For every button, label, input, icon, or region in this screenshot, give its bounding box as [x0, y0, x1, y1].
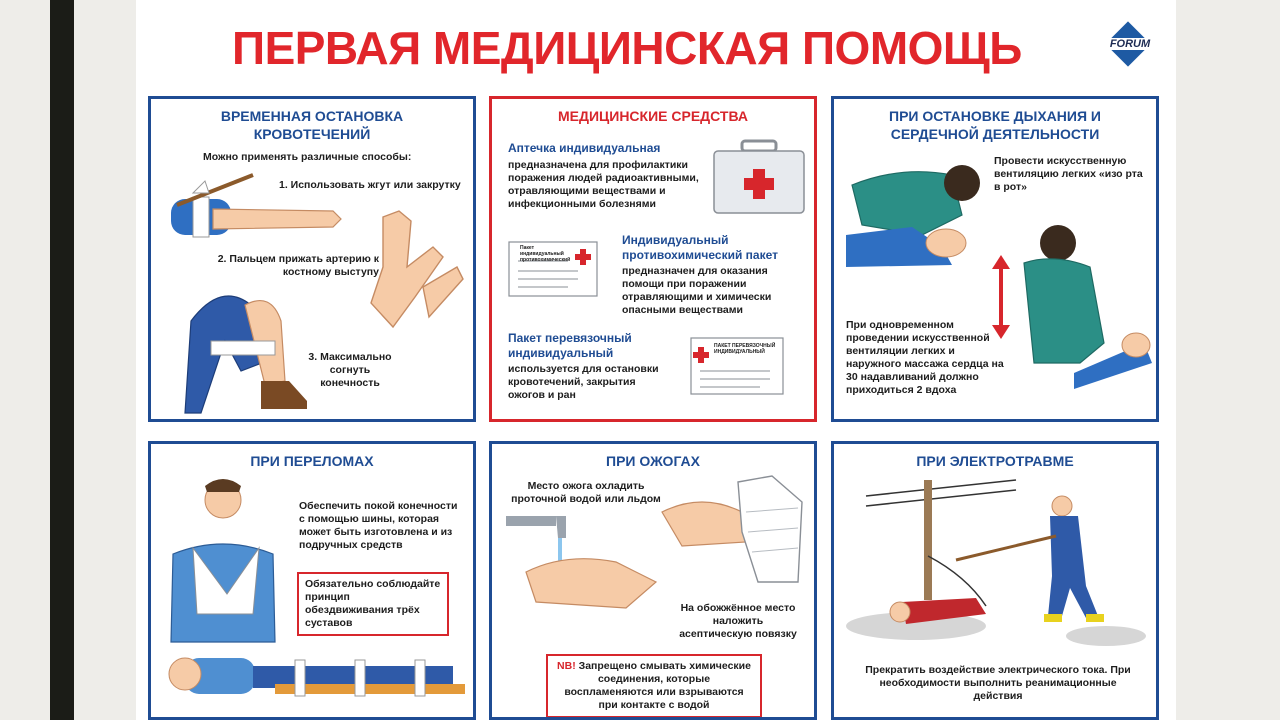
first-aid-poster [136, 0, 1176, 720]
bent-leg-illustration [181, 281, 311, 417]
burns-nb-box [546, 654, 762, 718]
bandaged-hand-illustration [662, 472, 812, 582]
arm-sling-illustration [163, 474, 283, 642]
rescue-breathing-illustration [842, 155, 992, 273]
first-aid-case-icon [712, 139, 806, 215]
fractures-text: Обеспечить покой конечности с помощью шины, которая может быть изготовлена и из подручных средств [299, 500, 458, 551]
kit-heading: Аптечка индивидуальная [508, 141, 661, 155]
poster-title: ПЕРВАЯ МЕДИЦИНСКАЯ ПОМОЩЬ [232, 22, 1022, 74]
fractures-warning-box: Обязательно соблюдайте принцип обездвиживания трёх суставов [297, 572, 449, 636]
panel-fractures-title: ПРИ ПЕРЕЛОМАХ [250, 453, 374, 469]
bandage-text: используется для остановки кровотечений, закрытия ожогов и ран [508, 363, 659, 401]
panel-cpr [831, 96, 1159, 422]
panel-electro-title: ПРИ ЭЛЕКТРОТРАВМЕ [916, 453, 1074, 469]
bleeding-step-3: 3. Максимально согнуть конечность [308, 351, 392, 389]
panel-cpr-title: ПРИ ОСТАНОВКЕ ДЫХАНИЯ И СЕРДЕЧНОЙ ДЕЯТЕЛЬНОСТИ [889, 108, 1101, 142]
panel-supplies [489, 96, 817, 422]
panel-bleeding [148, 96, 476, 422]
chem-heading: Индивидуальный противохимический пакет [622, 233, 778, 262]
card2-label: ПАКЕТ ПЕРЕВЯЗОЧНЫЙ ИНДИВИДУАЛЬНЫЙ [714, 343, 776, 355]
chest-compression-illustration [1014, 223, 1154, 393]
faucet-hands-illustration [506, 512, 666, 612]
nb-label: NB! [557, 660, 576, 672]
logo-text: FORUM [1102, 38, 1158, 50]
electrical-rescue-illustration [866, 476, 1136, 656]
panel-bleeding-title: ВРЕМЕННАЯ ОСТАНОВКА КРОВОТЕЧЕНИЙ [220, 108, 404, 142]
panel-fractures [148, 441, 476, 720]
panel-burns-title: ПРИ ОЖОГАХ [606, 453, 700, 469]
leg-splint-illustration [165, 644, 465, 710]
kit-text: предназначена для профилактики поражения людей радиоактивными, отравляющими веществами и инфекционными болезнями [508, 159, 699, 210]
bleeding-intro: Можно применять различные способы: [203, 151, 412, 163]
forum-logo [1106, 22, 1152, 68]
slide-side-bar [50, 0, 74, 720]
cpr-text-1: Провести искусственную вентиляцию легких «изо рта в рот» [994, 155, 1143, 193]
burns-text-2: На обожжённое место наложить асептическую повязку [679, 602, 797, 640]
card1-label: Пакет индивидуальный противохимический [520, 245, 571, 263]
burns-text-1: Место ожога охладить проточной водой или льдом [511, 480, 661, 505]
bandage-heading: Пакет перевязочный индивидуальный [508, 331, 632, 360]
panel-electro [831, 441, 1159, 720]
panel-burns [489, 441, 817, 720]
artery-press-illustration [363, 207, 467, 337]
bleeding-step-1: 1. Использовать жгут или закрутку [279, 179, 461, 191]
tourniquet-arm-illustration [163, 171, 363, 243]
nb-text: Запрещено смывать химические соединения, которые воспламеняются или взрываются при контакте с водой [564, 660, 751, 711]
cpr-text-2: При одновременном проведении искусственной вентиляции легких и наружного массажа сердца на 30 надавливаний должно приходиться 2 вдоха [846, 319, 1004, 396]
electro-text: Прекратить воздействие электрического тока. При необходимости выполнить реанимационные действия [865, 664, 1131, 702]
bleeding-step-2: 2. Пальцем прижать артерию к костному выступу [217, 253, 379, 278]
chem-text: предназначен для оказания помощи при поражении отравляющими и химически опасными веществами [622, 265, 772, 316]
panel-supplies-title: МЕДИЦИНСКИЕ СРЕДСТВА [558, 108, 748, 124]
